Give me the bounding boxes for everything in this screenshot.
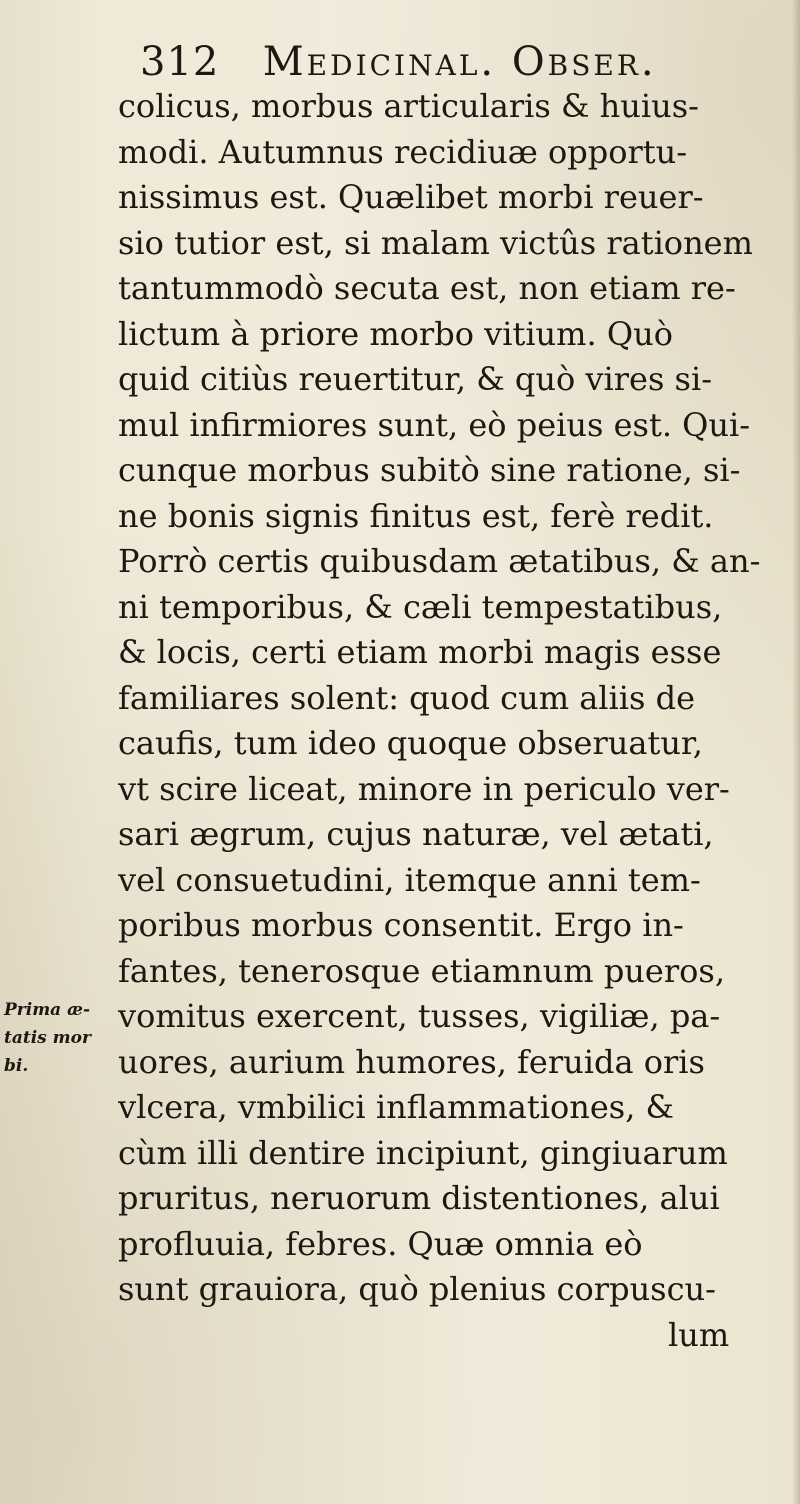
text-line: & locis, certi etiam morbi magis esse (118, 633, 722, 671)
text-line: quid citiùs reuertitur, & quò vires si- (118, 360, 712, 398)
text-line: cunque morbus subitò sine ratione, si- (118, 451, 741, 489)
text-line: modi. Autumnus recidiuæ opportu- (118, 132, 688, 171)
text-line: lictum à priore morbo vitium. Quò (118, 314, 673, 353)
text-line: vt scire liceat, minore in periculo ver- (118, 769, 730, 808)
text-line: vomitus exercent, tusses, vigiliæ, pa- (118, 997, 721, 1035)
text-line: uores, aurium humores, feruida oris (118, 1042, 705, 1081)
text-line: ne bonis signis finitus est, ferè redit. (118, 496, 714, 535)
text-line: tantummodò secuta est, non etiam re- (118, 269, 736, 307)
text-line: cùm illi dentire incipiunt, gingiuarum (118, 1133, 728, 1172)
running-header (140, 32, 780, 92)
page-number: 312 (140, 39, 220, 85)
margin-note-line: tatis mor (4, 1028, 91, 1048)
text-line: colicus, morbus articularis & huius- (118, 87, 699, 125)
text-line: nissimus est. Quælibet morbi reuer- (118, 178, 704, 216)
text-line: Porrò certis quibusdam ætatibus, & an- (118, 542, 761, 580)
margin-note-line: Prima æ- (4, 1000, 91, 1020)
text-line: caufis, tum ideo quoque obseruatur, (118, 724, 703, 762)
text-line: mul infirmiores sunt, eò peius est. Qui- (118, 405, 751, 444)
text-line: pruritus, neruorum distentiones, alui (118, 1179, 720, 1217)
text-line: poribus morbus consentit. Ergo in- (118, 906, 684, 944)
margin-note (4, 996, 104, 1080)
running-title: Medicinal. Obser. (262, 39, 657, 85)
text-line: fantes, tenerosque etiamnum pueros, (118, 951, 725, 990)
body-text (118, 84, 796, 1358)
text-line: profluuia, febres. Quæ omnia eò (118, 1224, 643, 1263)
text-line: lum (668, 1315, 730, 1354)
text-line: ni temporibus, & cæli tempestatibus, (118, 587, 723, 626)
text-line: sio tutior est, si malam victûs rationem (118, 223, 753, 262)
text-line: vel consuetudini, itemque anni tem- (118, 860, 701, 899)
margin-note-line: bi. (4, 1056, 29, 1076)
text-line: sunt grauiora, quò plenius corpuscu- (118, 1270, 716, 1308)
text-line: vlcera, vmbilici inflammationes, & (118, 1088, 675, 1126)
text-line: sari ægrum, cujus naturæ, vel ætati, (118, 815, 714, 853)
text-line: familiares solent: quod cum aliis de (118, 678, 696, 717)
